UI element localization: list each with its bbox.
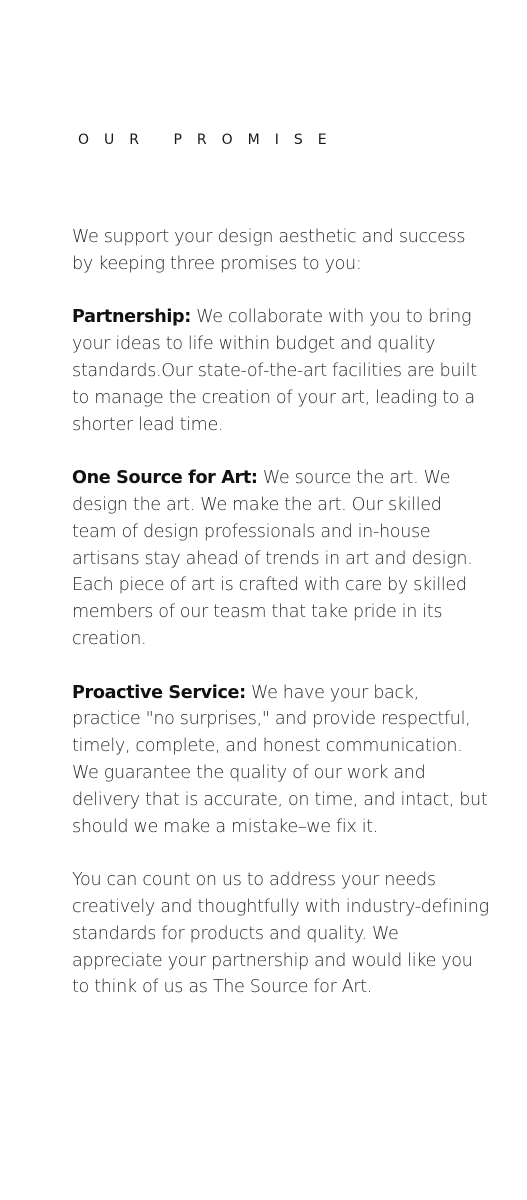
closing-paragraph: You can count on us to address your needs creatively and thoughtfully with industry-defining standards for products and quality. We appreciate your partnership and would like you to think of us as The Source for Art. (72, 870, 489, 998)
promise-label: Partnership: (72, 307, 191, 328)
promise-one-source (72, 465, 490, 653)
promise-text: We have your back, practice "no surprises," and provide respectful, timely, complete, and honest communication. We guarantee the quality of our work and delivery that is accurate, on time, and intact, but should we make a mistake–we fix it. (72, 682, 488, 837)
section-heading: OUR PROMISE (78, 132, 342, 148)
promise-partnership (72, 304, 490, 438)
promise-proactive-service (72, 680, 490, 841)
promise-label: One Source for Art: (72, 468, 258, 489)
promise-text: We source the art. We design the art. We make the art. Our skilled team of design professionals and in-house artisans stay ahead of trends in art and design. Each piece of art is crafted with care by skilled members of our teasm that take pride in its creation. (72, 468, 473, 649)
promise-text: We collaborate with you to bring your ideas to life within budget and quality standards.Our state-of-the-art facilities are built to manage the creation of your art, leading to a shorter lead time. (72, 307, 477, 435)
intro-paragraph: We support your design aesthetic and success by keeping three promises to you: (72, 227, 466, 274)
promise-body (72, 224, 490, 1028)
promise-label: Proactive Service: (72, 682, 246, 703)
